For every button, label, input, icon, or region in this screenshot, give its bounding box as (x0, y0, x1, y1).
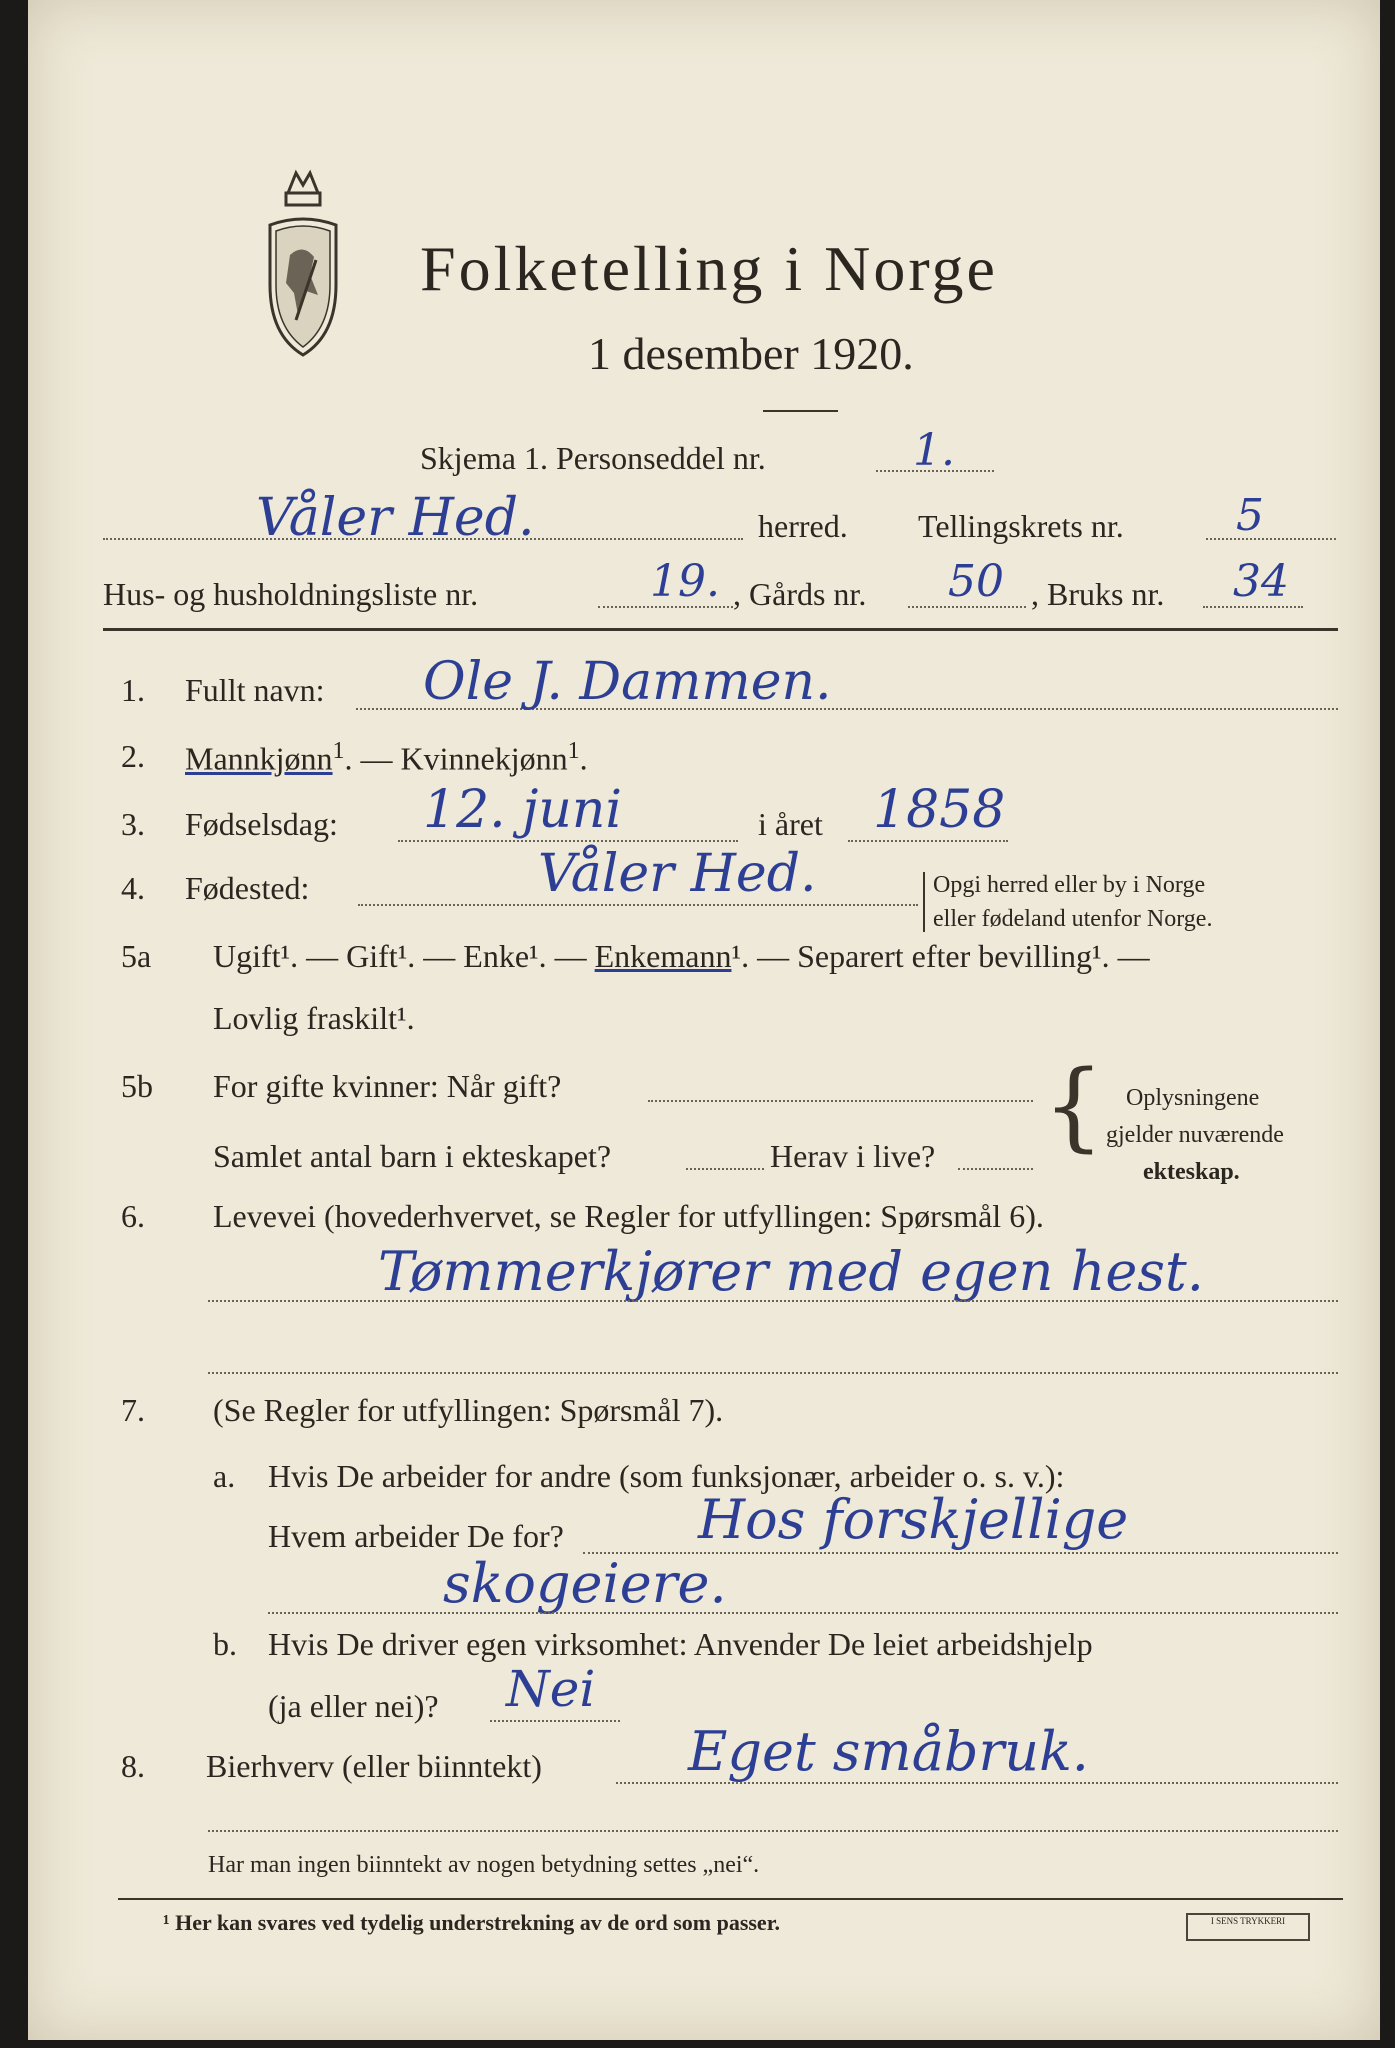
q5b-number: 5b (121, 1068, 153, 1104)
q8-line2 (208, 1830, 1338, 1832)
q6-line2 (208, 1372, 1338, 1374)
q1-label: Fullt navn: (185, 672, 325, 708)
q5a-number: 5a (121, 938, 152, 974)
q5b-alive-label: Herav i live? (770, 1138, 936, 1174)
q4-note-line2: eller fødeland utenfor Norge. (933, 906, 1213, 932)
printer-stamp: I SENS TRYKKERI (1186, 1913, 1310, 1941)
skjema-label: Skjema 1. Personseddel nr. (420, 440, 766, 476)
q2-sex-options: Mannkjønn$^1$. — Kvinnekjønn$^1$. (185, 738, 588, 777)
q3-day-line (398, 840, 738, 842)
q7a-question: Hvem arbeider De for? (268, 1518, 564, 1554)
q1-number: 1. (121, 672, 145, 708)
q3-birthday-value: 12. juni (423, 780, 622, 840)
q1-value: Ole J. Dammen. (423, 652, 832, 712)
herred-label: herred. (758, 508, 848, 544)
q6-number: 6. (121, 1198, 145, 1234)
q5a-enkemann-option: Enkemann (594, 938, 732, 974)
title-divider (763, 410, 838, 412)
q5a-options: Ugift¹. — Gift¹. — Enke¹. — Enkemann¹. — Separert efter bevilling¹. — (213, 938, 1150, 974)
q4-note-line1: Opgi herred eller by i Norge (933, 872, 1206, 898)
q7a-letter: a. (213, 1458, 236, 1494)
q5b-line1: For gifte kvinner: Når gift? (213, 1068, 562, 1104)
q5b-note-line1: Oplysningene (1126, 1085, 1260, 1111)
q5b-marriage-line (648, 1100, 1033, 1102)
hus-label: Hus- og husholdningsliste nr. (103, 576, 479, 612)
q7-label: (Se Regler for utfyllingen: Spørsmål 7). (213, 1392, 724, 1428)
q7b-value: Nei (506, 1660, 596, 1718)
tellingskrets-label: Tellingskrets nr. (918, 508, 1124, 544)
q3-year-value: 1858 (873, 780, 1006, 840)
q5b-line2: Samlet antal barn i ekteskapet? (213, 1138, 612, 1174)
census-date: 1 desember 1920. (588, 328, 914, 379)
herred-value: Våler Hed. (256, 488, 535, 548)
footer-rule (118, 1898, 1343, 1900)
coat-of-arms-icon (258, 165, 348, 365)
personseddel-number: 1. (913, 425, 955, 476)
q3-year-label: i året (758, 806, 823, 842)
q7b-question: (ja eller nei)? (268, 1688, 439, 1724)
q8-number: 8. (121, 1748, 145, 1784)
q8-label: Bierhverv (eller biinntekt) (206, 1748, 542, 1784)
q6-line1 (208, 1300, 1338, 1302)
q7b-text: Hvis De driver egen virksomhet: Anvender De leiet arbeidshjelp (268, 1626, 1093, 1662)
q6-occupation-value: Tømmerkjører med egen hest. (378, 1240, 1204, 1303)
q2-number: 2. (121, 738, 145, 774)
bruks-value: 34 (1233, 556, 1289, 607)
q5b-note-line2: gjelder nuværende (1106, 1122, 1284, 1148)
q5b-note-line3: ekteskap. (1143, 1159, 1240, 1185)
tellingskrets-value: 5 (1236, 490, 1264, 541)
q3-label: Fødselsdag: (185, 806, 338, 842)
q5b-alive-line (958, 1168, 1033, 1170)
q4-birthplace-value: Våler Hed. (538, 844, 817, 904)
q4-brace-icon (923, 872, 928, 932)
hus-value: 19. (650, 556, 720, 607)
q7b-line (490, 1720, 620, 1722)
q7b-letter: b. (213, 1626, 237, 1662)
q6-label: Levevei (hovederhvervet, se Regler for utfyllingen: Spørsmål 6). (213, 1198, 1044, 1234)
q5b-children-line (686, 1168, 764, 1170)
q4-number: 4. (121, 870, 145, 906)
tellingskrets-line (1206, 538, 1336, 540)
census-form (28, 0, 1380, 2040)
bruks-label: , Bruks nr. (1031, 576, 1165, 612)
header-rule (103, 628, 1338, 631)
q5b-brace-icon: { (1043, 1050, 1105, 1162)
q4-line (358, 904, 918, 906)
q7a-text: Hvis De arbeider for andre (som funksjonær, arbeider o. s. v.): (268, 1458, 1065, 1494)
footnote-text: ¹ Her kan svares ved tydelig understrekning av de ord som passer. (163, 1910, 780, 1935)
q4-label: Fødested: (185, 870, 310, 906)
q5a-line2: Lovlig fraskilt¹. (213, 1000, 415, 1036)
note-text: Har man ingen biinntekt av nogen betydning settes „nei“. (208, 1852, 760, 1878)
q3-number: 3. (121, 806, 145, 842)
q8-value: Eget småbruk. (688, 1720, 1089, 1783)
q7a-line2 (268, 1612, 1338, 1614)
form-title: Folketelling i Norge (420, 233, 998, 304)
q2-male-option: Mannkjønn (185, 740, 333, 777)
q7a-employer-value1: Hos forskjellige (698, 1488, 1129, 1551)
q7-number: 7. (121, 1392, 145, 1428)
gards-label: , Gårds nr. (733, 576, 867, 612)
q3-year-line (848, 840, 1008, 842)
q7a-employer-value2: skogeiere. (443, 1552, 727, 1615)
gards-value: 50 (948, 556, 1004, 607)
